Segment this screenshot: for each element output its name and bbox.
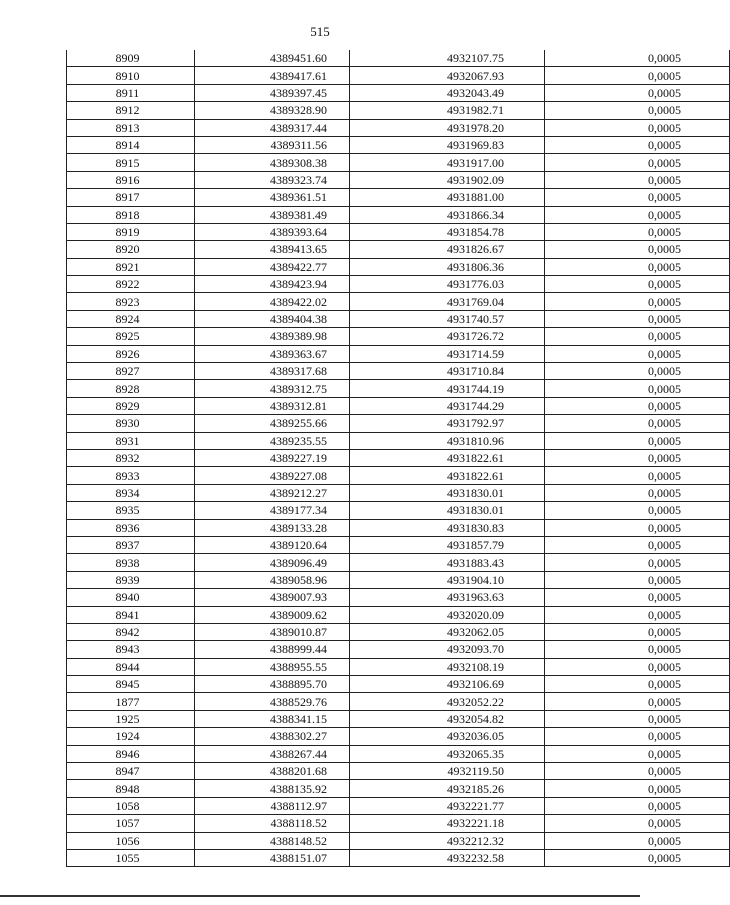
error-cell: 0,0005 xyxy=(545,206,730,223)
table-row xyxy=(67,849,730,866)
point-number-cell: 8921 xyxy=(67,258,195,275)
table-row xyxy=(67,710,730,727)
coordinates-table-body xyxy=(67,50,730,867)
table-row xyxy=(67,554,730,571)
error-cell: 0,0005 xyxy=(545,276,730,293)
error-cell: 0,0005 xyxy=(545,658,730,675)
table-row xyxy=(67,363,730,380)
error-cell: 0,0005 xyxy=(545,519,730,536)
error-cell: 0,0005 xyxy=(545,728,730,745)
point-number-cell: 1925 xyxy=(67,710,195,727)
x-coordinate-cell: 4389007.93 xyxy=(195,589,350,606)
x-coordinate-cell: 4389423.94 xyxy=(195,276,350,293)
error-cell: 0,0005 xyxy=(545,745,730,762)
error-cell: 0,0005 xyxy=(545,363,730,380)
table-row xyxy=(67,589,730,606)
point-number-cell: 8932 xyxy=(67,449,195,466)
x-coordinate-cell: 4389413.65 xyxy=(195,241,350,258)
point-number-cell: 8944 xyxy=(67,658,195,675)
x-coordinate-cell: 4389389.98 xyxy=(195,328,350,345)
point-number-cell: 8938 xyxy=(67,554,195,571)
point-number-cell: 8946 xyxy=(67,745,195,762)
error-cell: 0,0005 xyxy=(545,849,730,866)
y-coordinate-cell: 4931710.84 xyxy=(350,363,545,380)
table-row xyxy=(67,693,730,710)
point-number-cell: 1056 xyxy=(67,832,195,849)
point-number-cell: 8918 xyxy=(67,206,195,223)
point-number-cell: 8930 xyxy=(67,415,195,432)
y-coordinate-cell: 4932093.70 xyxy=(350,641,545,658)
x-coordinate-cell: 4388201.68 xyxy=(195,763,350,780)
coordinates-table xyxy=(66,50,730,867)
error-cell: 0,0005 xyxy=(545,536,730,553)
error-cell: 0,0005 xyxy=(545,380,730,397)
point-number-cell: 8934 xyxy=(67,484,195,501)
error-cell: 0,0005 xyxy=(545,415,730,432)
table-row xyxy=(67,797,730,814)
point-number-cell: 8926 xyxy=(67,345,195,362)
y-coordinate-cell: 4931810.96 xyxy=(350,432,545,449)
error-cell: 0,0005 xyxy=(545,676,730,693)
x-coordinate-cell: 4389361.51 xyxy=(195,189,350,206)
point-number-cell: 8922 xyxy=(67,276,195,293)
y-coordinate-cell: 4931881.00 xyxy=(350,189,545,206)
table-row xyxy=(67,763,730,780)
y-coordinate-cell: 4931963.63 xyxy=(350,589,545,606)
x-coordinate-cell: 4388341.15 xyxy=(195,710,350,727)
table-row xyxy=(67,67,730,84)
y-coordinate-cell: 4931806.36 xyxy=(350,258,545,275)
table-row xyxy=(67,241,730,258)
table-row xyxy=(67,223,730,240)
y-coordinate-cell: 4931714.59 xyxy=(350,345,545,362)
table-row xyxy=(67,641,730,658)
point-number-cell: 1877 xyxy=(67,693,195,710)
y-coordinate-cell: 4931822.61 xyxy=(350,467,545,484)
y-coordinate-cell: 4931854.78 xyxy=(350,223,545,240)
error-cell: 0,0005 xyxy=(545,154,730,171)
table-row xyxy=(67,276,730,293)
table-row xyxy=(67,623,730,640)
error-cell: 0,0005 xyxy=(545,467,730,484)
table-row xyxy=(67,571,730,588)
x-coordinate-cell: 4389317.44 xyxy=(195,119,350,136)
y-coordinate-cell: 4931822.61 xyxy=(350,449,545,466)
point-number-cell: 8913 xyxy=(67,119,195,136)
error-cell: 0,0005 xyxy=(545,50,730,67)
error-cell: 0,0005 xyxy=(545,502,730,519)
x-coordinate-cell: 4389417.61 xyxy=(195,67,350,84)
table-row xyxy=(67,519,730,536)
point-number-cell: 8943 xyxy=(67,641,195,658)
error-cell: 0,0005 xyxy=(545,223,730,240)
y-coordinate-cell: 4931904.10 xyxy=(350,571,545,588)
y-coordinate-cell: 4932065.35 xyxy=(350,745,545,762)
table-row xyxy=(67,658,730,675)
error-cell: 0,0005 xyxy=(545,241,730,258)
point-number-cell: 8939 xyxy=(67,571,195,588)
error-cell: 0,0005 xyxy=(545,102,730,119)
point-number-cell: 8941 xyxy=(67,606,195,623)
table-row xyxy=(67,745,730,762)
table-row xyxy=(67,502,730,519)
x-coordinate-cell: 4389323.74 xyxy=(195,171,350,188)
y-coordinate-cell: 4932221.18 xyxy=(350,815,545,832)
y-coordinate-cell: 4931769.04 xyxy=(350,293,545,310)
x-coordinate-cell: 4389212.27 xyxy=(195,484,350,501)
point-number-cell: 8928 xyxy=(67,380,195,397)
error-cell: 0,0005 xyxy=(545,84,730,101)
x-coordinate-cell: 4388267.44 xyxy=(195,745,350,762)
x-coordinate-cell: 4389133.28 xyxy=(195,519,350,536)
x-coordinate-cell: 4389381.49 xyxy=(195,206,350,223)
y-coordinate-cell: 4931740.57 xyxy=(350,310,545,327)
y-coordinate-cell: 4932062.05 xyxy=(350,623,545,640)
x-coordinate-cell: 4389451.60 xyxy=(195,50,350,67)
error-cell: 0,0005 xyxy=(545,119,730,136)
table-row xyxy=(67,102,730,119)
table-row xyxy=(67,449,730,466)
y-coordinate-cell: 4931830.83 xyxy=(350,519,545,536)
y-coordinate-cell: 4932185.26 xyxy=(350,780,545,797)
x-coordinate-cell: 4388529.76 xyxy=(195,693,350,710)
x-coordinate-cell: 4389308.38 xyxy=(195,154,350,171)
x-coordinate-cell: 4389227.19 xyxy=(195,449,350,466)
point-number-cell: 8945 xyxy=(67,676,195,693)
point-number-cell: 8919 xyxy=(67,223,195,240)
error-cell: 0,0005 xyxy=(545,432,730,449)
y-coordinate-cell: 4932106.69 xyxy=(350,676,545,693)
table-row xyxy=(67,728,730,745)
y-coordinate-cell: 4931826.67 xyxy=(350,241,545,258)
y-coordinate-cell: 4932052.22 xyxy=(350,693,545,710)
point-number-cell: 8940 xyxy=(67,589,195,606)
x-coordinate-cell: 4388135.92 xyxy=(195,780,350,797)
y-coordinate-cell: 4931792.97 xyxy=(350,415,545,432)
x-coordinate-cell: 4389312.81 xyxy=(195,397,350,414)
table-row xyxy=(67,484,730,501)
point-number-cell: 8910 xyxy=(67,67,195,84)
point-number-cell: 8916 xyxy=(67,171,195,188)
table-row xyxy=(67,345,730,362)
x-coordinate-cell: 4389317.68 xyxy=(195,363,350,380)
error-cell: 0,0005 xyxy=(545,797,730,814)
y-coordinate-cell: 4932232.58 xyxy=(350,849,545,866)
x-coordinate-cell: 4389404.38 xyxy=(195,310,350,327)
x-coordinate-cell: 4388955.55 xyxy=(195,658,350,675)
x-coordinate-cell: 4389397.45 xyxy=(195,84,350,101)
x-coordinate-cell: 4389010.87 xyxy=(195,623,350,640)
error-cell: 0,0005 xyxy=(545,571,730,588)
y-coordinate-cell: 4931744.29 xyxy=(350,397,545,414)
point-number-cell: 8929 xyxy=(67,397,195,414)
x-coordinate-cell: 4388112.97 xyxy=(195,797,350,814)
y-coordinate-cell: 4932067.93 xyxy=(350,67,545,84)
y-coordinate-cell: 4932054.82 xyxy=(350,710,545,727)
y-coordinate-cell: 4931883.43 xyxy=(350,554,545,571)
table-row xyxy=(67,467,730,484)
point-number-cell: 8925 xyxy=(67,328,195,345)
error-cell: 0,0005 xyxy=(545,310,730,327)
table-row xyxy=(67,397,730,414)
x-coordinate-cell: 4389096.49 xyxy=(195,554,350,571)
y-coordinate-cell: 4932107.75 xyxy=(350,50,545,67)
y-coordinate-cell: 4932043.49 xyxy=(350,84,545,101)
table-row xyxy=(67,432,730,449)
point-number-cell: 8917 xyxy=(67,189,195,206)
table-row xyxy=(67,380,730,397)
x-coordinate-cell: 4388895.70 xyxy=(195,676,350,693)
y-coordinate-cell: 4931866.34 xyxy=(350,206,545,223)
point-number-cell: 8914 xyxy=(67,136,195,153)
x-coordinate-cell: 4388999.44 xyxy=(195,641,350,658)
point-number-cell: 8936 xyxy=(67,519,195,536)
error-cell: 0,0005 xyxy=(545,258,730,275)
table-row xyxy=(67,832,730,849)
x-coordinate-cell: 4389120.64 xyxy=(195,536,350,553)
error-cell: 0,0005 xyxy=(545,815,730,832)
table-row xyxy=(67,415,730,432)
page-number: 515 xyxy=(310,24,330,39)
table-row xyxy=(67,310,730,327)
point-number-cell: 8931 xyxy=(67,432,195,449)
point-number-cell: 1058 xyxy=(67,797,195,814)
y-coordinate-cell: 4931902.09 xyxy=(350,171,545,188)
point-number-cell: 8933 xyxy=(67,467,195,484)
error-cell: 0,0005 xyxy=(545,641,730,658)
error-cell: 0,0005 xyxy=(545,328,730,345)
table-row xyxy=(67,206,730,223)
x-coordinate-cell: 4389422.77 xyxy=(195,258,350,275)
table-row xyxy=(67,815,730,832)
table-row xyxy=(67,50,730,67)
error-cell: 0,0005 xyxy=(545,832,730,849)
x-coordinate-cell: 4388118.52 xyxy=(195,815,350,832)
y-coordinate-cell: 4931857.79 xyxy=(350,536,545,553)
table-row xyxy=(67,258,730,275)
y-coordinate-cell: 4931982.71 xyxy=(350,102,545,119)
table-row xyxy=(67,606,730,623)
x-coordinate-cell: 4389312.75 xyxy=(195,380,350,397)
table-row xyxy=(67,136,730,153)
point-number-cell: 1057 xyxy=(67,815,195,832)
x-coordinate-cell: 4388151.07 xyxy=(195,849,350,866)
x-coordinate-cell: 4388302.27 xyxy=(195,728,350,745)
error-cell: 0,0005 xyxy=(545,345,730,362)
x-coordinate-cell: 4389311.56 xyxy=(195,136,350,153)
error-cell: 0,0005 xyxy=(545,189,730,206)
point-number-cell: 8911 xyxy=(67,84,195,101)
error-cell: 0,0005 xyxy=(545,449,730,466)
x-coordinate-cell: 4389393.64 xyxy=(195,223,350,240)
x-coordinate-cell: 4389422.02 xyxy=(195,293,350,310)
point-number-cell: 8912 xyxy=(67,102,195,119)
point-number-cell: 8942 xyxy=(67,623,195,640)
table-row xyxy=(67,780,730,797)
x-coordinate-cell: 4389227.08 xyxy=(195,467,350,484)
y-coordinate-cell: 4931978.20 xyxy=(350,119,545,136)
error-cell: 0,0005 xyxy=(545,171,730,188)
x-coordinate-cell: 4389177.34 xyxy=(195,502,350,519)
y-coordinate-cell: 4931917.00 xyxy=(350,154,545,171)
x-coordinate-cell: 4389328.90 xyxy=(195,102,350,119)
error-cell: 0,0005 xyxy=(545,710,730,727)
table-row xyxy=(67,119,730,136)
y-coordinate-cell: 4932036.05 xyxy=(350,728,545,745)
error-cell: 0,0005 xyxy=(545,623,730,640)
error-cell: 0,0005 xyxy=(545,606,730,623)
table-row xyxy=(67,536,730,553)
x-coordinate-cell: 4389009.62 xyxy=(195,606,350,623)
table-row xyxy=(67,189,730,206)
table-row xyxy=(67,293,730,310)
y-coordinate-cell: 4931830.01 xyxy=(350,502,545,519)
error-cell: 0,0005 xyxy=(545,763,730,780)
y-coordinate-cell: 4931776.03 xyxy=(350,276,545,293)
error-cell: 0,0005 xyxy=(545,136,730,153)
error-cell: 0,0005 xyxy=(545,780,730,797)
point-number-cell: 1055 xyxy=(67,849,195,866)
error-cell: 0,0005 xyxy=(545,484,730,501)
point-number-cell: 8924 xyxy=(67,310,195,327)
point-number-cell: 8915 xyxy=(67,154,195,171)
point-number-cell: 1924 xyxy=(67,728,195,745)
table-row xyxy=(67,171,730,188)
x-coordinate-cell: 4388148.52 xyxy=(195,832,350,849)
point-number-cell: 8920 xyxy=(67,241,195,258)
x-coordinate-cell: 4389058.96 xyxy=(195,571,350,588)
y-coordinate-cell: 4932020.09 xyxy=(350,606,545,623)
x-coordinate-cell: 4389363.67 xyxy=(195,345,350,362)
point-number-cell: 8935 xyxy=(67,502,195,519)
point-number-cell: 8937 xyxy=(67,536,195,553)
point-number-cell: 8923 xyxy=(67,293,195,310)
table-row xyxy=(67,84,730,101)
x-coordinate-cell: 4389235.55 xyxy=(195,432,350,449)
y-coordinate-cell: 4931969.83 xyxy=(350,136,545,153)
point-number-cell: 8947 xyxy=(67,763,195,780)
point-number-cell: 8948 xyxy=(67,780,195,797)
table-row xyxy=(67,676,730,693)
y-coordinate-cell: 4931726.72 xyxy=(350,328,545,345)
x-coordinate-cell: 4389255.66 xyxy=(195,415,350,432)
table-row xyxy=(67,154,730,171)
y-coordinate-cell: 4931830.01 xyxy=(350,484,545,501)
error-cell: 0,0005 xyxy=(545,693,730,710)
y-coordinate-cell: 4932119.50 xyxy=(350,763,545,780)
y-coordinate-cell: 4932212.32 xyxy=(350,832,545,849)
error-cell: 0,0005 xyxy=(545,589,730,606)
error-cell: 0,0005 xyxy=(545,397,730,414)
table-row xyxy=(67,328,730,345)
bottom-rule xyxy=(0,895,640,897)
y-coordinate-cell: 4932108.19 xyxy=(350,658,545,675)
point-number-cell: 8909 xyxy=(67,50,195,67)
error-cell: 0,0005 xyxy=(545,67,730,84)
error-cell: 0,0005 xyxy=(545,293,730,310)
point-number-cell: 8927 xyxy=(67,363,195,380)
y-coordinate-cell: 4931744.19 xyxy=(350,380,545,397)
error-cell: 0,0005 xyxy=(545,554,730,571)
y-coordinate-cell: 4932221.77 xyxy=(350,797,545,814)
